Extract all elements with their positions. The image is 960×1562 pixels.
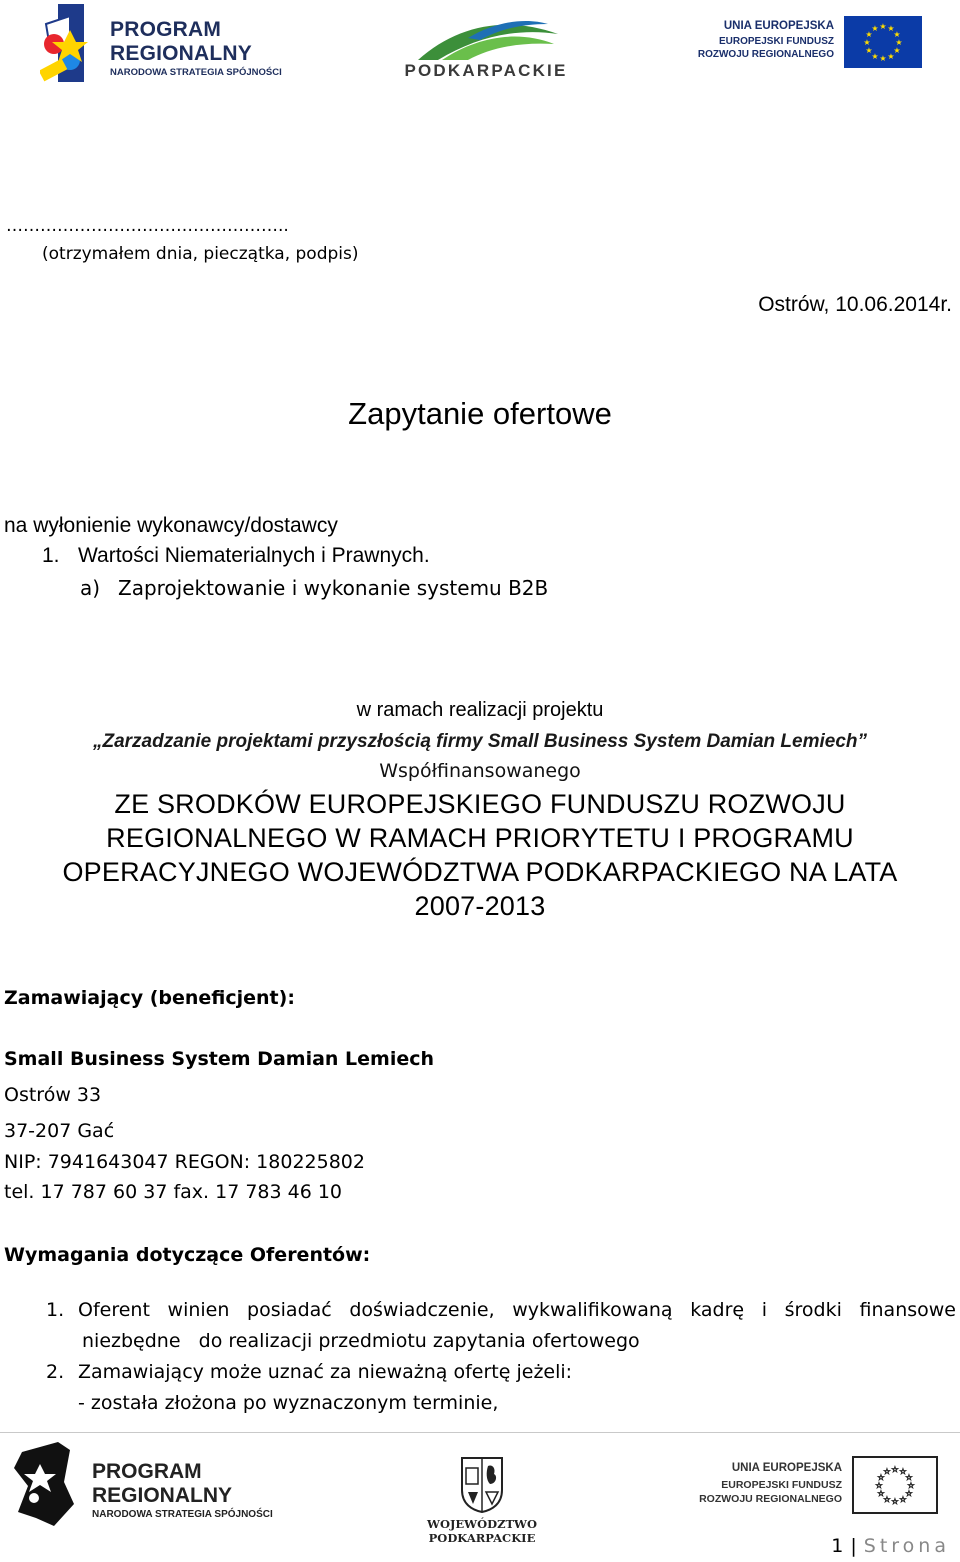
podkarpackie-text: PODKARPACKIE: [404, 61, 568, 80]
eu-flag-icon: [844, 16, 922, 68]
svg-text:☆: ☆: [899, 1495, 907, 1504]
eu-logo-line1: UNIA EUROPEJSKA: [723, 20, 834, 32]
requirement-2-line2: - została złożona po wyznaczonym terminie,: [78, 1392, 499, 1414]
page-number-separator: |: [850, 1535, 857, 1557]
client-contact: tel. 17 787 60 37 fax. 17 783 46 10: [4, 1181, 343, 1203]
receipt-dotted-line: …………………………………………..: [6, 216, 289, 236]
svg-text:★: ★: [887, 24, 895, 33]
footer-voivodeship-logo: [384, 1454, 580, 1545]
list-item-1-text: Wartości Niematerialnych i Prawnych.: [78, 544, 430, 567]
requirements-heading: Wymagania dotyczące Oferentów:: [4, 1244, 371, 1266]
funding-line-1: ZE SRODKÓW EUROPEJSKIEGO FUNDUSZU ROZWOJU: [114, 789, 846, 819]
footer-divider: [0, 1432, 960, 1433]
project-name: „Zarzadzanie projektami przyszłością firmy Small Business System Damian Lemiech”: [92, 731, 868, 752]
svg-text:★: ★: [893, 46, 901, 55]
footer-program-mark-icon: [14, 1442, 78, 1526]
svg-text:☆: ☆: [905, 1473, 913, 1482]
funding-line-2: REGIONALNEGO W RAMACH PRIORYTETU I PROGRAMU: [106, 823, 854, 853]
svg-text:☆: ☆: [883, 1467, 891, 1476]
list-item-a-text: Zaprojektowanie i wykonanie systemu B2B: [118, 576, 549, 600]
program-logo-line2: REGIONALNY: [110, 42, 253, 65]
svg-text:☆: ☆: [905, 1489, 913, 1498]
svg-text:★: ★: [879, 54, 887, 63]
svg-text:★: ★: [871, 24, 879, 33]
svg-text:☆: ☆: [877, 1473, 885, 1482]
client-heading: Zamawiający (beneficjent):: [4, 987, 295, 1009]
page-number-word: Strona: [863, 1535, 950, 1557]
svg-text:☆: ☆: [875, 1481, 883, 1490]
svg-text:★: ★: [895, 38, 903, 47]
svg-text:★: ★: [865, 30, 873, 39]
svg-text:★: ★: [893, 30, 901, 39]
program-logo-line1: PROGRAM: [110, 18, 222, 41]
requirement-1-line1: Oferent winien posiadać doświadczenie, wykwalifikowaną kadrę i środki finansowe: [78, 1299, 956, 1321]
footer-program-regionalny-logo: [14, 1442, 284, 1526]
voivodeship-text: WOJEWÓDZTWO PODKARPACKIE: [427, 1517, 537, 1545]
footer-eu-flag-icon: [852, 1456, 938, 1514]
requirement-2-number: 2.: [46, 1361, 65, 1383]
cofinanced-label: Współfinansowanego: [379, 760, 581, 782]
page-number: [831, 1535, 950, 1557]
client-address-2: 37-207 Gać: [4, 1120, 115, 1142]
client-address-1: Ostrów 33: [4, 1084, 102, 1106]
svg-text:★: ★: [871, 52, 879, 61]
list-item-1-number: 1.: [42, 544, 60, 567]
footer-eu-logo: [680, 1456, 938, 1516]
footer-eu-logo-line3: ROZWOJU REGIONALNEGO: [699, 1493, 842, 1505]
program-regionalny-logo: [40, 2, 300, 84]
footer-program-logo-line1: PROGRAM: [92, 1460, 202, 1483]
funding-line-3: OPERACYJNEGO WOJEWÓDZTWA PODKARPACKIEGO NA LATA: [62, 857, 898, 887]
svg-text:☆: ☆: [877, 1489, 885, 1498]
svg-text:★: ★: [887, 52, 895, 61]
svg-text:☆: ☆: [891, 1497, 899, 1506]
svg-text:☆: ☆: [883, 1495, 891, 1504]
requirement-1-number: 1.: [46, 1299, 65, 1321]
list-item-a: [80, 576, 548, 600]
list-item-a-label: a): [80, 576, 101, 600]
receipt-label: (otrzymałem dnia, pieczątka, podpis): [42, 244, 359, 264]
svg-text:☆: ☆: [891, 1465, 899, 1474]
eu-logo: [660, 16, 922, 68]
svg-text:★: ★: [865, 46, 873, 55]
footer-eu-logo-line1: UNIA EUROPEJSKA: [731, 1462, 842, 1474]
program-regionalny-mark-icon: [40, 2, 102, 84]
svg-text:☆: ☆: [899, 1467, 907, 1476]
list-item-1: [42, 544, 430, 568]
eu-logo-line2: EUROPEJSKI FUNDUSZ: [718, 36, 834, 47]
client-company: Small Business System Damian Lemiech: [4, 1048, 435, 1070]
intro-text: na wyłonienie wykonawcy/dostawcy: [4, 514, 338, 537]
hills-icon: [398, 14, 574, 64]
client-ids: NIP: 7941643047 REGON: 180225802: [4, 1151, 365, 1173]
voivodeship-crest-icon: [458, 1454, 506, 1514]
svg-text:☆: ☆: [907, 1481, 915, 1490]
footer-program-logo-line2: REGIONALNY: [92, 1484, 233, 1507]
page-number-value: 1: [831, 1535, 844, 1557]
requirement-1-line2: niezbędne do realizacji przedmiotu zapytania ofertowego: [82, 1330, 640, 1352]
podkarpackie-logo: [398, 14, 574, 84]
program-logo-line3: NARODOWA STRATEGIA SPÓJNOŚCI: [110, 67, 282, 78]
page-title: Zapytanie ofertowe: [348, 396, 612, 431]
project-lead: w ramach realizacji projektu: [356, 699, 604, 721]
svg-text:★: ★: [863, 38, 871, 47]
svg-text:★: ★: [879, 22, 887, 31]
funding-line-4: 2007-2013: [414, 891, 546, 921]
document-date: Ostrów, 10.06.2014r.: [758, 293, 952, 316]
footer-eu-logo-line2: EUROPEJSKI FUNDUSZ: [721, 1479, 842, 1491]
footer-program-logo-line3: NARODOWA STRATEGIA SPÓJNOŚCI: [92, 1509, 273, 1520]
requirement-2-line1: Zamawiający może uznać za nieważną ofertę jeżeli:: [78, 1361, 573, 1383]
eu-logo-line3: ROZWOJU REGIONALNEGO: [697, 49, 834, 60]
